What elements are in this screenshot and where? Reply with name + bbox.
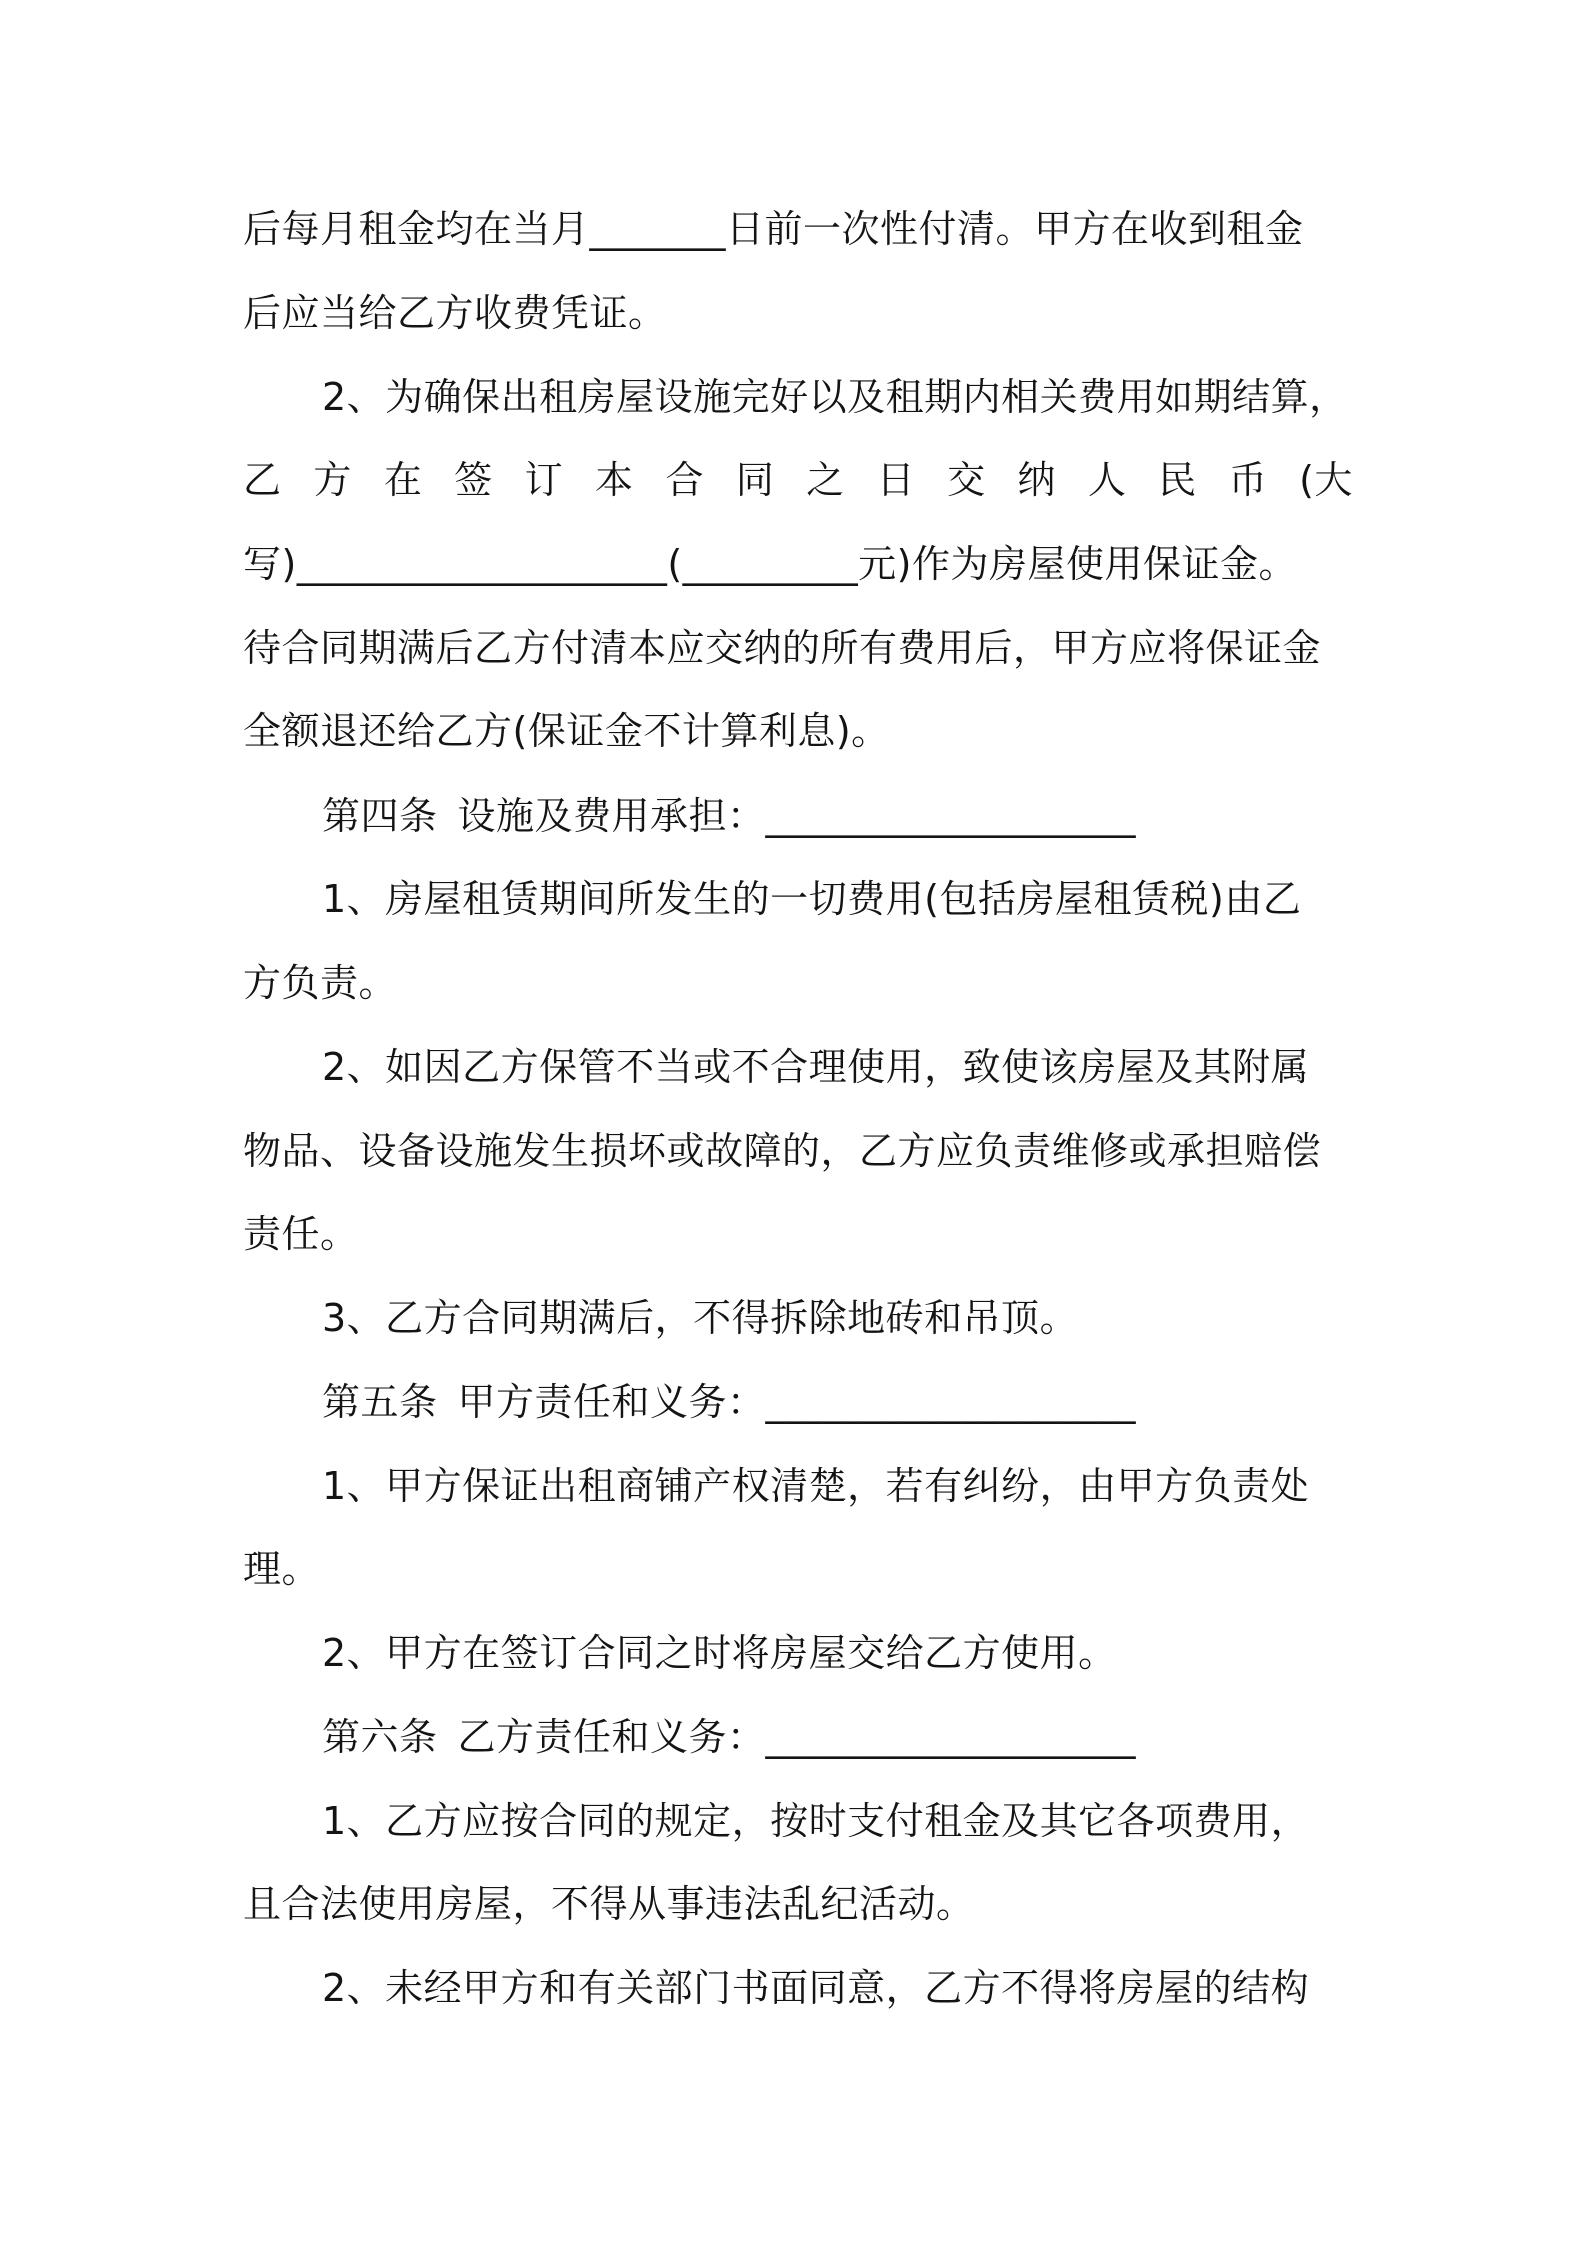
text-line: 责任。 — [243, 1212, 359, 1256]
section-heading — [322, 1707, 1432, 1767]
text-line: 2、为确保出租房屋设施完好以及租期内相关费用如期结算， — [322, 375, 1348, 419]
text-line: 1、房屋租赁期间所发生的一切费用(包括房屋租赁税)由乙 — [322, 877, 1302, 921]
text-line: 1、甲方保证出租商铺产权清楚，若有纠纷，由甲方负责处 — [322, 1464, 1310, 1508]
text-line: 方负责。 — [243, 961, 398, 1005]
text-line: 理。 — [243, 1547, 321, 1591]
text-line: 2、未经甲方和有关部门书面同意，乙方不得将房屋的结构 — [322, 1966, 1310, 2010]
section-number: 第四条 — [322, 794, 438, 838]
char: 在 — [383, 458, 423, 502]
text-line: 且合法使用房屋，不得从事违法乱纪活动。 — [243, 1882, 975, 1926]
text-line: 待合同期满后乙方付清本应交纳的所有费用后，甲方应将保证金 — [243, 626, 1322, 670]
char: 同 — [735, 458, 775, 502]
char: 交 — [947, 458, 986, 502]
char: 纳 — [1017, 458, 1056, 502]
text-line: 写)___________________(_________元)作为房屋使用保证金。 — [243, 542, 1297, 586]
section-number: 第六条 — [322, 1715, 438, 1759]
section-heading — [322, 786, 1432, 846]
char: 合 — [665, 458, 704, 502]
section-title: 乙方责任和义务：___________________ — [457, 1715, 1137, 1759]
char: 方 — [313, 458, 352, 502]
text-line: 3、乙方合同期满后，不得拆除地砖和吊顶。 — [322, 1296, 1079, 1340]
text-line: 全额退还给乙方(保证金不计算利息)。 — [243, 709, 890, 753]
char: 签 — [454, 458, 493, 502]
char: 乙 — [243, 458, 282, 502]
char: 人 — [1087, 458, 1127, 502]
section-number: 第五条 — [322, 1380, 438, 1424]
char: 币 — [1228, 458, 1268, 502]
section-title: 设施及费用承担：___________________ — [457, 794, 1137, 838]
char: 之 — [806, 458, 845, 502]
text-line: 后每月租金均在当月_______日前一次性付清。甲方在收到租金 — [243, 207, 1304, 251]
text-line: 后应当给乙方收费凭证。 — [243, 291, 667, 335]
text-line: 2、甲方在签订合同之时将房屋交给乙方使用。 — [322, 1631, 1117, 1675]
char: 民 — [1158, 458, 1197, 502]
text-line: 1、乙方应按合同的规定，按时支付租金及其它各项费用， — [322, 1799, 1310, 1843]
justified-text-line — [243, 450, 1353, 510]
section-title: 甲方责任和义务：___________________ — [457, 1380, 1137, 1424]
char: (大 — [1299, 458, 1353, 502]
char: 本 — [595, 458, 634, 502]
text-line: 2、如因乙方保管不当或不合理使用，致使该房屋及其附属 — [322, 1045, 1310, 1089]
section-heading — [322, 1372, 1432, 1432]
char: 订 — [524, 458, 564, 502]
text-line: 物品、设备设施发生损坏或故障的，乙方应负责维修或承担赔偿 — [243, 1129, 1322, 1173]
char: 日 — [876, 458, 916, 502]
